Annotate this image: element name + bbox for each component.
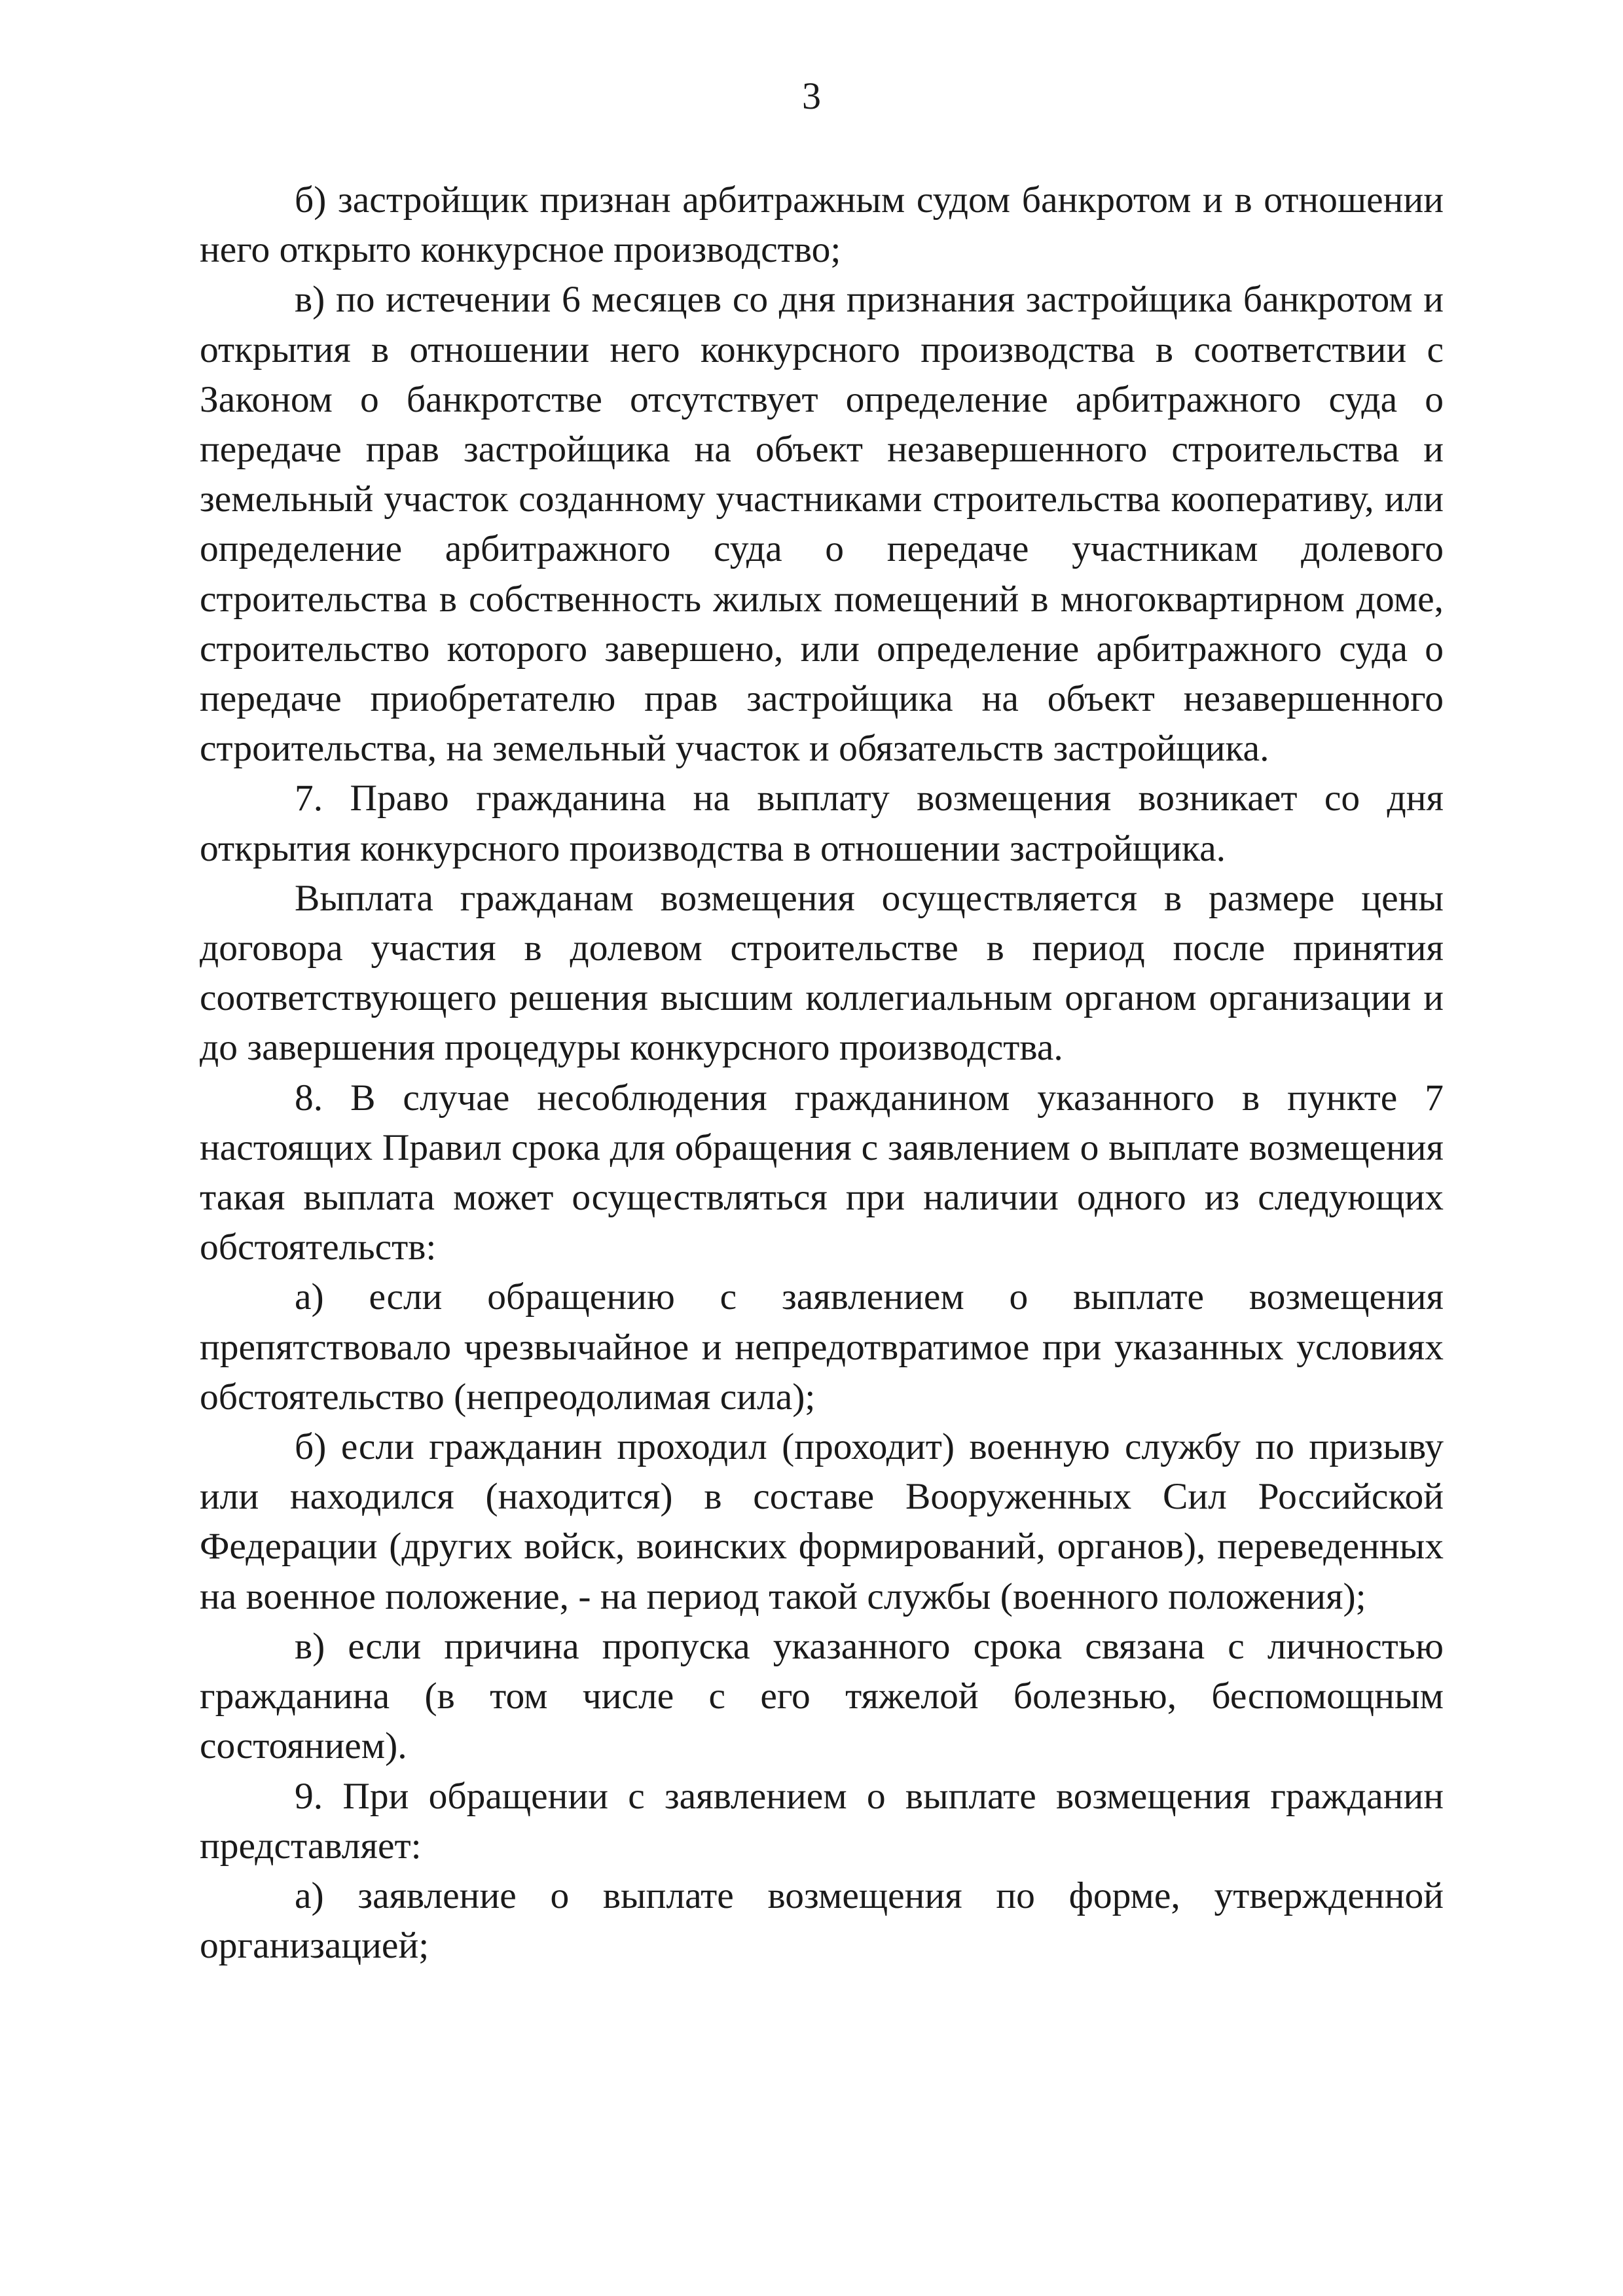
paragraph-9a-application: а) заявление о выплате возмещения по форме, утвержденной организацией; <box>200 1874 1444 1967</box>
paragraph-6v-six-months: в) по истечении 6 месяцев со дня признания застройщика банкротом и открытия в отношении него конкурсного производства в соответствии с Законом о банкротстве отсутствует определение арбитражного суда о передаче прав застройщика на объект незавершенного строительства и земельный участок созданному участниками строительства кооперативу, или определение арбитражного суда о передаче участникам долевого строительства в собственность жилых помещений в многоквартирном доме, строительство которого завершено, или определение арбитражного суда о передаче приобретателю прав застройщика на объект незавершенного строительства, на земельный участок и обязательств застройщика. <box>200 279 1444 770</box>
paragraph-8a-force-majeure: а) если обращению с заявлением о выплате возмещения препятствовало чрезвычайное и непредотвратимое при указанных условиях обстоятельство (непреодолимая сила); <box>200 1276 1444 1418</box>
paragraph-8v-personal-reasons: в) если причина пропуска указанного срока связана с личностью гражданина (в том числе с его тяжелой болезнью, беспомощным состоянием). <box>200 1625 1444 1767</box>
paragraph-7-payment-amount: Выплата гражданам возмещения осуществляется в размере цены договора участия в долевом строительстве в период после принятия соответствующего решения высшим коллегиальным органом организации и до завершения процедуры конкурсного производства. <box>200 877 1444 1069</box>
page-number: 3 <box>802 75 821 117</box>
document-body <box>200 175 1444 1971</box>
paragraph-9-documents: 9. При обращении с заявлением о выплате возмещения гражданин представляет: <box>200 1775 1444 1867</box>
paragraph-7-right-to-payment: 7. Право гражданина на выплату возмещения возникает со дня открытия конкурсного производства в отношении застройщика. <box>200 778 1444 869</box>
paragraph-6b-bankruptcy: б) застройщик признан арбитражным судом банкротом и в отношении него открыто конкурсное производство; <box>200 179 1444 271</box>
paragraph-8b-military-service: б) если гражданин проходил (проходит) военную службу по призыву или находился (находится) в составе Вооруженных Сил Российской Федерации (других войск, воинских формирований, органов), переведенных на военное положение, - на период такой службы (военного положения); <box>200 1426 1444 1617</box>
paragraph-8-missed-deadline: 8. В случае несоблюдения гражданином указанного в пункте 7 настоящих Правил срока для обращения с заявлением о выплате возмещения такая выплата может осуществляться при наличии одного из следующих обстоятельств: <box>200 1077 1444 1268</box>
